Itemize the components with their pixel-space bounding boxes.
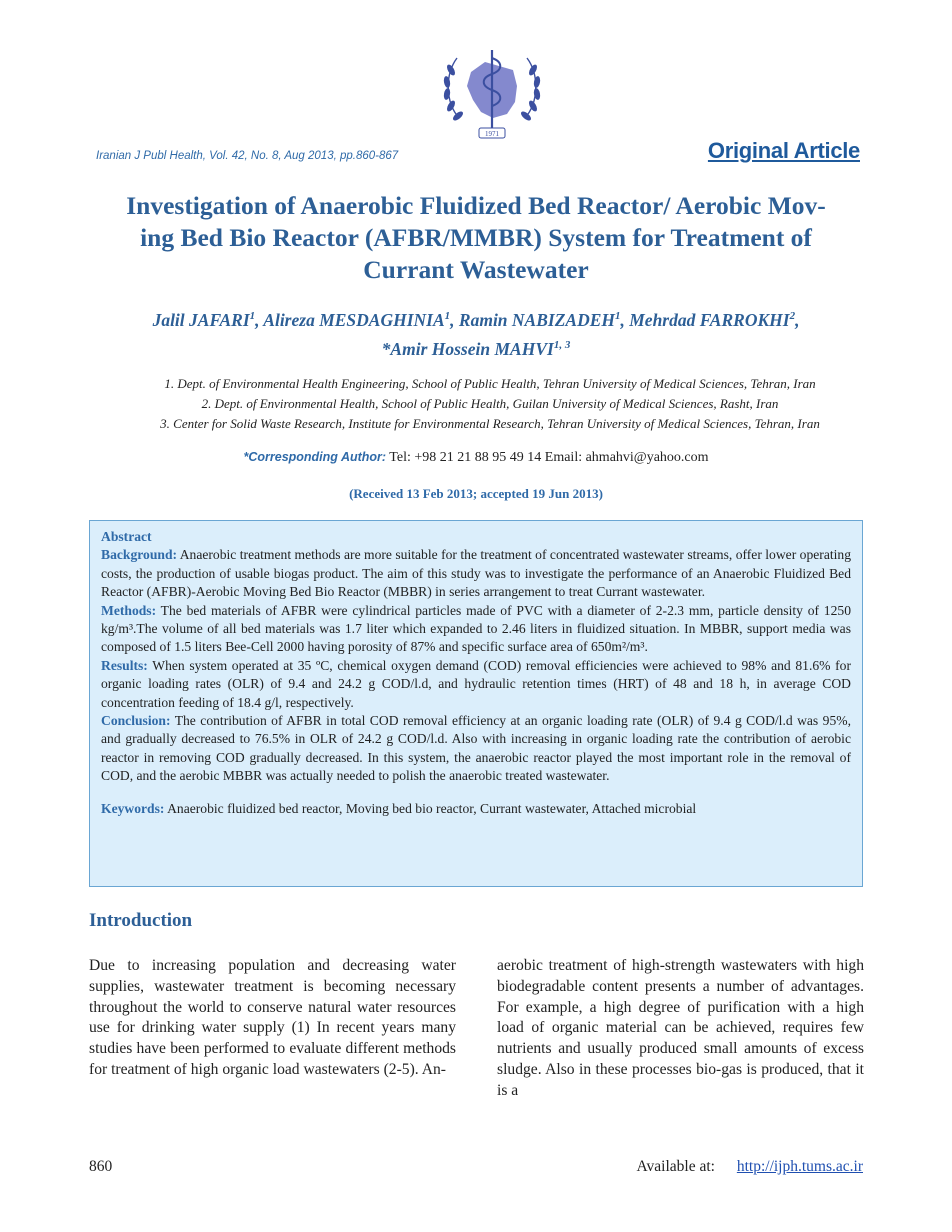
journal-url-link[interactable]: http://ijph.tums.ac.ir xyxy=(736,1158,863,1175)
author-affil-sup: 2 xyxy=(789,310,796,322)
affiliation-item: 2. Dept. of Environmental Health, School of Public Health, Guilan University of Medical Sciences, Rasht, Iran xyxy=(201,396,779,411)
author-name: Jalil JAFARI xyxy=(152,309,250,330)
author-affil-sup: 1 xyxy=(615,310,621,322)
affiliations xyxy=(100,374,880,434)
corresponding-author-name: *Amir Hossein MAHVI xyxy=(381,338,554,359)
background-label: Background: xyxy=(101,547,178,563)
introduction-left-column: Due to increasing population and decreasing water supplies, wastewater treatment is becoming necessary throughout the world to conserve natural water resources use for drinking water supply (1) In recent years many studies have been performed to evaluate different methods for treatment of high organic load wastewaters (2-5). An- xyxy=(89,957,456,1078)
article-title xyxy=(80,190,872,286)
footer-availability xyxy=(637,1158,864,1176)
affiliation-item: 1. Dept. of Environmental Health Engineering, School of Public Health, Tehran University of Medical Sciences, Tehran, Iran xyxy=(164,376,816,391)
author-sep: , xyxy=(620,309,630,330)
title-line: Currant Wastewater xyxy=(363,255,589,284)
methods-text: The bed materials of AFBR were cylindrical particles made of PVC with a diameter of 2-2.3 mm, particle density of 1250 kg/m³.The volume of all bed materials was 1.7 liter which expanded to 2.46 liters in fluidized situation. In MBBR, support media was composed of 1.5 liters Bee-Cell 2000 having porosity of 87% and specific surface area of 650m²/m³. xyxy=(101,602,851,655)
corresponding-contact: Tel: +98 21 21 88 95 49 14 Email: ahmahvi@yahoo.com xyxy=(386,450,709,465)
author-affil-sup: 1 xyxy=(249,310,256,322)
author-name: Alireza MESDAGHINIA xyxy=(263,309,445,330)
conclusion-text: The contribution of AFBR in total COD removal efficiency at an organic loading rate (OLR) of 9.4 g COD/l.d was 95%, and gradually decreased to 76.5% in OLR of 24.2 g COD/l.d. Also with increasing in organic loading rate the contribution of aerobic reactor in removing COD gradually decreased. In this system, the anaerobic reactor played the most important role in the removal of COD, and the aerobic MBBR was actually needed to polish the anaerobic treated wastewater. xyxy=(101,713,851,784)
author-list xyxy=(60,304,892,362)
abstract-box xyxy=(89,520,863,887)
affiliation-item: 3. Center for Solid Waste Research, Institute for Environmental Research, Tehran University of Medical Sciences, Tehran, Iran xyxy=(160,416,820,431)
corresponding-author xyxy=(0,450,952,466)
author-sep: , xyxy=(255,309,264,330)
author-affil-sup: 1 xyxy=(444,310,451,322)
author-sep: , xyxy=(795,309,800,330)
author-affil-sup: 1, 3 xyxy=(553,338,571,351)
conclusion-label: Conclusion: xyxy=(101,713,171,729)
title-line: Investigation of Anaerobic Fluidized Bed Reactor/ Aerobic Mov- xyxy=(126,191,826,220)
journal-logo xyxy=(437,40,547,146)
received-dates: (Received 13 Feb 2013; accepted 19 Jun 2013) xyxy=(349,486,603,501)
keywords-text: Anaerobic fluidized bed reactor, Moving bed bio reactor, Currant wastewater, Attached microbial xyxy=(164,800,697,816)
introduction-heading: Introduction xyxy=(89,910,193,931)
corresponding-label: *Corresponding Author: xyxy=(243,450,387,464)
keywords-label: Keywords: xyxy=(101,800,165,816)
journal-citation: Iranian J Publ Health, Vol. 42, No. 8, Aug 2013, pp.860-867 xyxy=(96,150,399,162)
author-name: Mehrdad FARROKHI xyxy=(629,309,790,330)
results-label: Results: xyxy=(101,657,148,673)
article-type: Original Article xyxy=(707,138,860,163)
title-line: ing Bed Bio Reactor (AFBR/MMBR) System for Treatment of xyxy=(140,223,812,252)
methods-label: Methods: xyxy=(101,602,157,618)
author-name: Ramin NABIZADEH xyxy=(458,309,615,330)
results-text: When system operated at 35 ºC, chemical oxygen demand (COD) removal efficiencies were achieved to 98% and 81.6% for organic loading rates (OLR) of 9.4 and 24.2 g COD/l.d, and hydraulic retention times (HRT) of 48 and 18 h, in average COD concentration feeding of 18.4 g/l, respectively. xyxy=(101,657,851,710)
abstract-heading: Abstract xyxy=(101,529,152,544)
background-text: Anaerobic treatment methods are more suitable for the treatment of concentrated wastewater streams, offer lower operating costs, the production of usable biogas product. The aim of this study was to investigate the performance of an Anaerobic Fluidized Bed Reactor (AFBR)-Aerobic Moving Bed Bio Reactor (MBBR) in series arrangement to treat Currant wastewater. xyxy=(101,547,851,600)
author-sep: , xyxy=(450,309,459,330)
available-label: Available at: xyxy=(636,1158,715,1175)
logo-year: 1971 xyxy=(485,130,499,138)
introduction-right-column: aerobic treatment of high-strength wastewaters with high biodegradable content presents a number of advantages. For example, a high degree of purification with a high load of organic material can be achieved, requires few nutrients and usually produced small amounts of excess sludge. Also in these processes bio-gas is produced, that it is a xyxy=(497,957,864,1099)
who-emblem-iran-map-icon xyxy=(437,40,547,146)
page-number: 860 xyxy=(89,1158,113,1175)
